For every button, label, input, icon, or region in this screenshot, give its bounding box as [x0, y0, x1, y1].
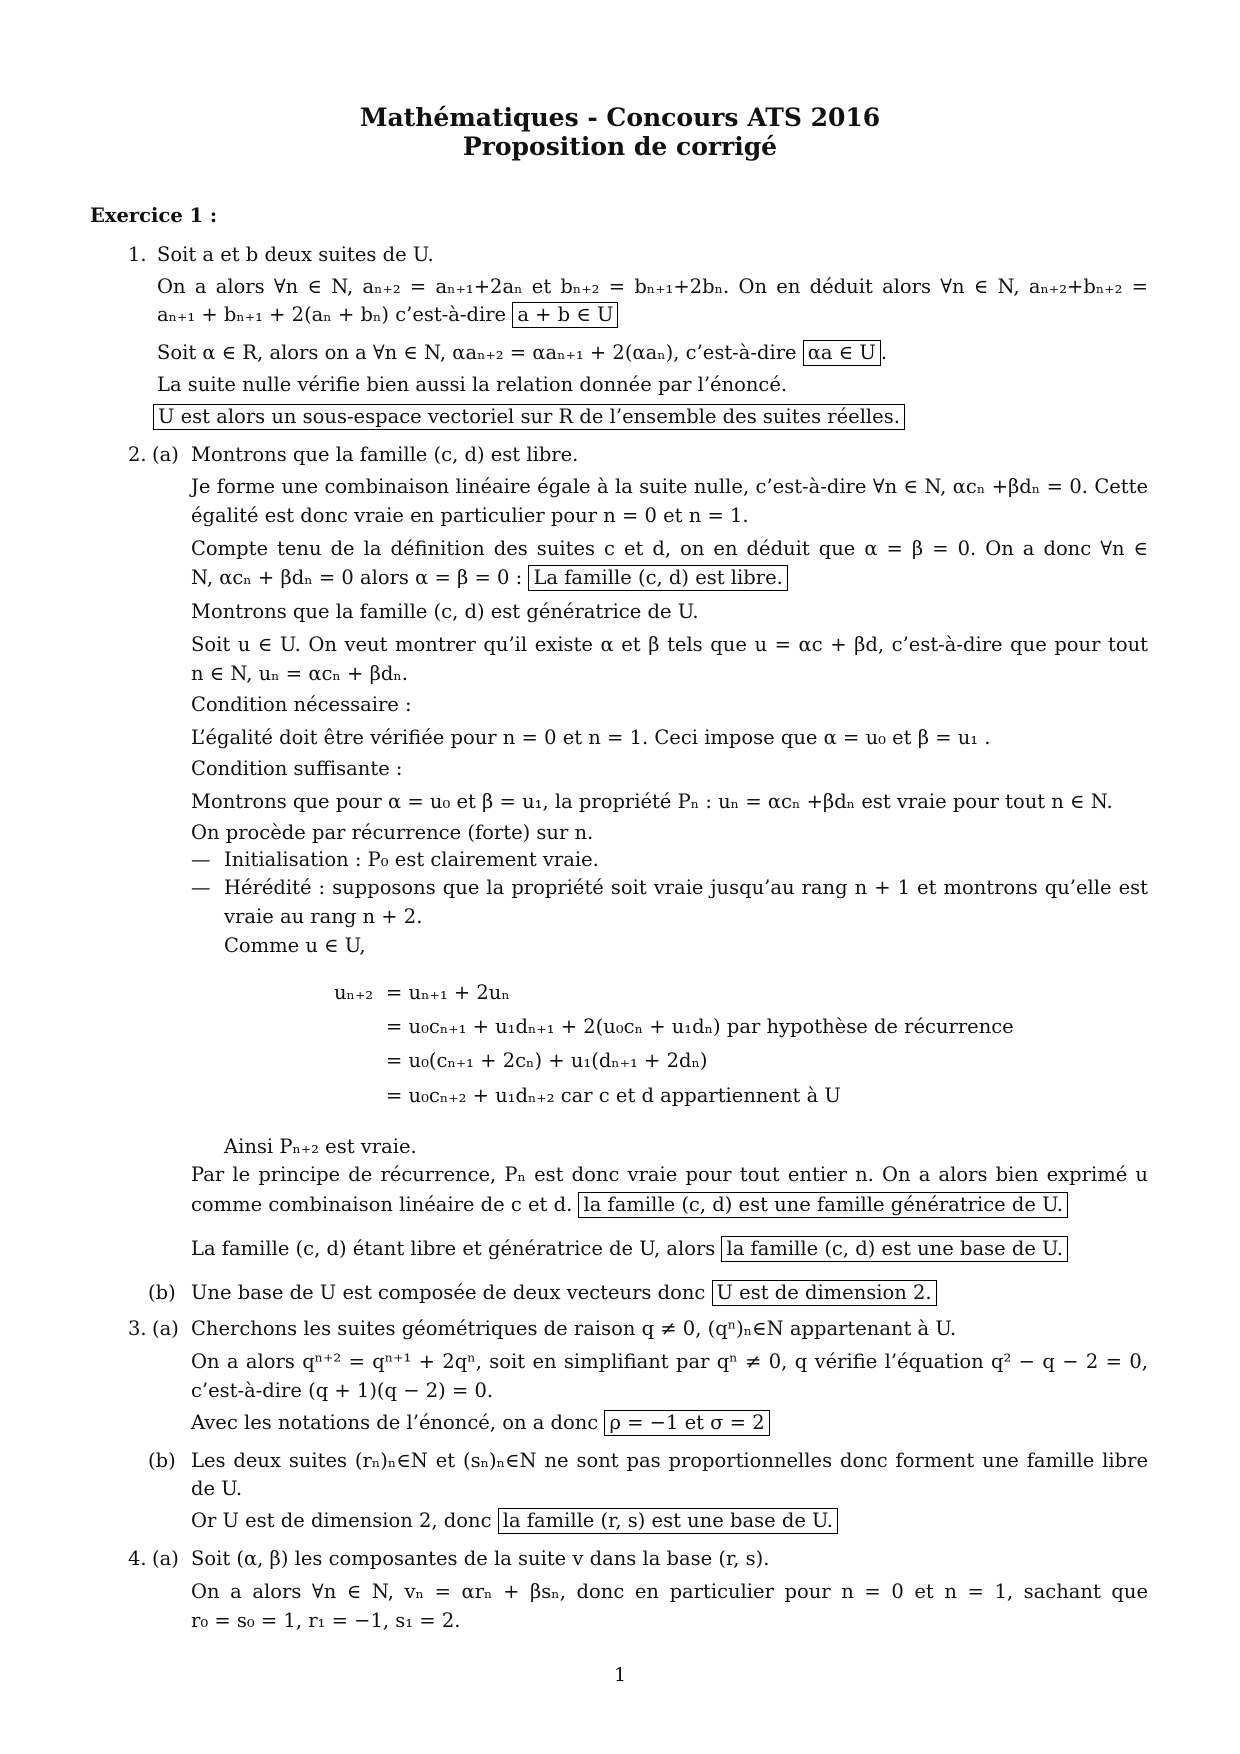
text-line — [191, 1192, 1068, 1218]
text-line: Soit (α, β) les composantes de la suite v dans la base (r, s). — [191, 1547, 770, 1570]
text-line: L’égalité doit être vérifiée pour n = 0 et n = 1. Ceci impose que α = u₀ et β = u₁ . — [191, 726, 991, 749]
text-line: Comme u ∈ U, — [224, 934, 366, 957]
text-line: de U. — [191, 1477, 243, 1500]
boxed-result: la famille (r, s) est une base de U. — [498, 1508, 838, 1534]
question-number: 1. — [128, 243, 147, 266]
text-fragment: Avec les notations de l’énoncé, on a donc — [191, 1411, 599, 1434]
text-line: c’est-à-dire (q + 1)(q − 2) = 0. — [191, 1379, 494, 1402]
text-line: On procède par récurrence (forte) sur n. — [191, 821, 594, 844]
exercise-heading: Exercice 1 : — [90, 204, 218, 227]
text-line — [191, 1236, 1068, 1262]
boxed-result: ρ = −1 et σ = 2 — [604, 1410, 769, 1436]
text-line — [157, 340, 887, 366]
equation-line: = u₀(cₙ₊₁ + 2cₙ) + u₁(dₙ₊₁ + 2dₙ) — [386, 1049, 708, 1072]
text-line: Ainsi Pₙ₊₂ est vraie. — [224, 1135, 417, 1158]
text-line: r₀ = s₀ = 1, r₁ = −1, s₁ = 2. — [191, 1609, 461, 1632]
subquestion-label: (a) — [152, 443, 179, 466]
text-line: Condition suffisante : — [191, 757, 403, 780]
text-line: Cherchons les suites géométriques de raison q ≠ 0, (qⁿ)ₙ∈N appartenant à U. — [191, 1317, 957, 1340]
boxed-result: a + b ∈ U — [512, 302, 618, 328]
question-number: 4. — [128, 1547, 147, 1570]
equation-lhs: uₙ₊₂ — [334, 981, 374, 1004]
text-line: vraie au rang n + 2. — [224, 905, 423, 928]
text-line: Compte tenu de la définition des suites c et d, on en déduit que α = β = 0. On a donc ∀n ∈ — [191, 537, 1148, 560]
boxed-result: La famille (c, d) est libre. — [528, 565, 787, 591]
text-line: Condition nécessaire : — [191, 693, 412, 716]
text-line: Les deux suites (rₙ)ₙ∈N et (sₙ)ₙ∈N ne sont pas proportionnelles donc forment une famille libre — [191, 1449, 1148, 1472]
text-line: On a alors ∀n ∈ N, aₙ₊₂ = aₙ₊₁+2aₙ et bₙ₊₂ = bₙ₊₁+2bₙ. On en déduit alors ∀n ∈ N, aₙ₊₂+bₙ₊₂ = — [157, 275, 1148, 298]
text-line: Initialisation : P₀ est clairement vraie. — [224, 848, 599, 871]
list-dash: — — [191, 876, 211, 899]
text-line: Hérédité : supposons que la propriété soit vraie jusqu’au rang n + 1 et montrons qu’elle est — [224, 876, 1148, 899]
text-fragment: N, αcₙ + βdₙ = 0 alors α = β = 0 : — [191, 566, 523, 589]
equation-line: = u₀cₙ₊₂ + u₁dₙ₊₂ car c et d appartiennent à U — [386, 1084, 841, 1107]
text-line — [157, 302, 618, 328]
text-fragment: La famille (c, d) étant libre et génératrice de U, alors — [191, 1237, 716, 1260]
text-fragment: aₙ₊₁ + bₙ₊₁ + 2(aₙ + bₙ) c’est-à-dire — [157, 303, 507, 326]
question-number: 3. — [128, 1317, 147, 1340]
text-line: n ∈ N, uₙ = αcₙ + βdₙ. — [191, 662, 408, 685]
text-line: Je forme une combinaison linéaire égale à la suite nulle, c’est-à-dire ∀n ∈ N, αcₙ +βdₙ = 0. Cette — [191, 475, 1148, 498]
text-line: On a alors ∀n ∈ N, vₙ = αrₙ + βsₙ, donc en particulier pour n = 0 et n = 1, sachant que — [191, 1580, 1148, 1603]
text-fragment: Une base de U est composée de deux vecteurs donc — [191, 1281, 706, 1304]
text-line: Soit a et b deux suites de U. — [157, 243, 434, 266]
text-line: La suite nulle vérifie bien aussi la relation donnée par l’énoncé. — [157, 373, 788, 396]
text-line — [191, 565, 788, 591]
text-line: On a alors qⁿ⁺² = qⁿ⁺¹ + 2qⁿ, soit en simplifiant par qⁿ ≠ 0, q vérifie l’équation q² − q − 2 = 0, — [191, 1350, 1148, 1373]
text-line: Montrons que pour α = u₀ et β = u₁, la propriété Pₙ : uₙ = αcₙ +βdₙ est vraie pour tout n ∈ N. — [191, 790, 1113, 813]
text-line — [191, 1410, 770, 1436]
text-line — [191, 1508, 838, 1534]
list-dash: — — [191, 848, 211, 871]
text-line: Soit u ∈ U. On veut montrer qu’il existe α et β tels que u = αc + βd, c’est-à-dire que pour tout — [191, 633, 1148, 656]
boxed-result: la famille (c, d) est une famille génératrice de U. — [578, 1192, 1067, 1218]
document-title: Mathématiques - Concours ATS 2016 — [359, 103, 881, 132]
page-number: 1 — [613, 1664, 627, 1686]
subquestion-label: (b) — [148, 1449, 176, 1472]
question-number: 2. — [128, 443, 147, 466]
text-line: Montrons que la famille (c, d) est génératrice de U. — [191, 600, 699, 623]
subquestion-label: (a) — [152, 1317, 179, 1340]
text-line: Par le principe de récurrence, Pₙ est donc vraie pour tout entier n. On a alors bien exprimé u — [191, 1163, 1148, 1186]
document-subtitle: Proposition de corrigé — [462, 132, 778, 161]
text-fragment: comme combinaison linéaire de c et d. — [191, 1193, 573, 1216]
text-line: égalité est donc vraie en particulier pour n = 0 et n = 1. — [191, 504, 749, 527]
equation-line: = u₀cₙ₊₁ + u₁dₙ₊₁ + 2(u₀cₙ + u₁dₙ) par hypothèse de récurrence — [386, 1015, 1014, 1038]
subquestion-label: (a) — [152, 1547, 179, 1570]
text-line: Montrons que la famille (c, d) est libre. — [191, 443, 579, 466]
text-fragment: Or U est de dimension 2, donc — [191, 1509, 492, 1532]
text-fragment: . — [880, 341, 888, 364]
equation-line: = uₙ₊₁ + 2uₙ — [386, 981, 510, 1004]
boxed-result: U est alors un sous-espace vectoriel sur R de l’ensemble des suites réelles. — [153, 404, 905, 430]
text-line — [191, 1280, 937, 1306]
text-fragment: Soit α ∈ R, alors on a ∀n ∈ N, αaₙ₊₂ = αaₙ₊₁ + 2(αaₙ), c’est-à-dire — [157, 341, 797, 364]
subquestion-label: (b) — [148, 1281, 176, 1304]
text-line — [153, 404, 905, 430]
boxed-result: αa ∈ U — [803, 340, 881, 366]
boxed-result: la famille (c, d) est une base de U. — [721, 1236, 1067, 1262]
boxed-result: U est de dimension 2. — [712, 1280, 937, 1306]
